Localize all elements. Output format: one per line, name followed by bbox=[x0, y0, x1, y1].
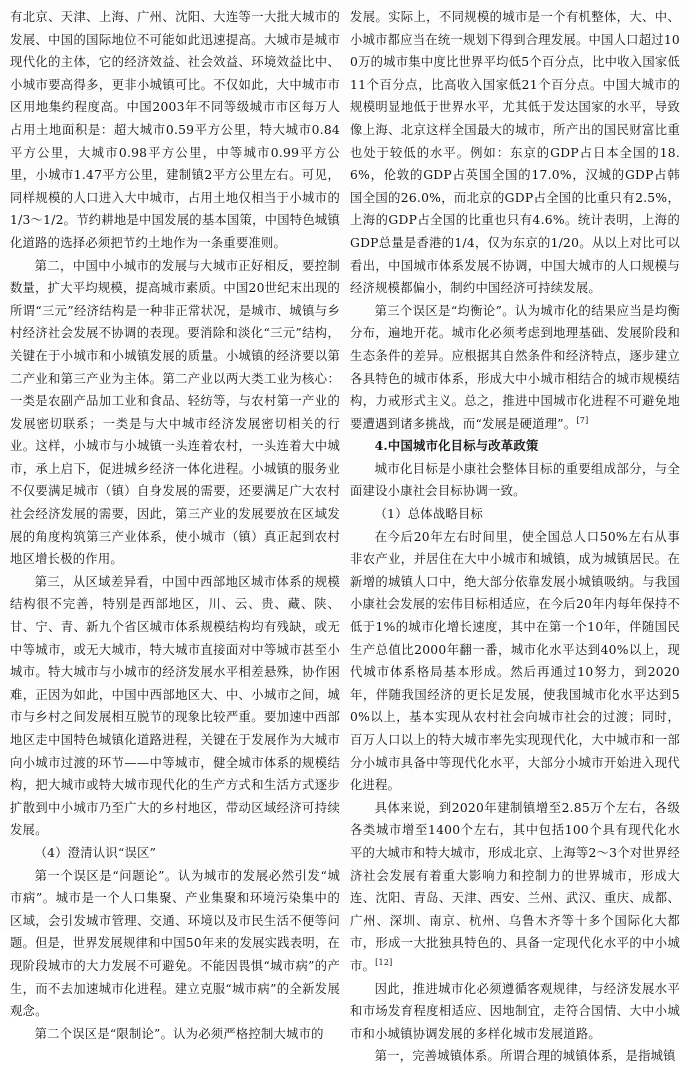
section-heading: 4.中国城市化目标与改革政策 bbox=[374, 438, 539, 454]
paragraph: 发展。实际上，不同规模的城市是一个有机整体，大、中、小城市都应当在统一规划下得到合理发展。中国人口超过100万的城市集中度比世界平均低5个百分点，比中收入国家低11个百分点，比高收入国家低21个百分点。中国大城市的规模明显地低于世界水平，尤其低于发达国家的水平，导致像上海、北京这样全国最大的城市，所产出的国民财富比重也处于较低的水平。例如：东京的GDP占日本全国的18.6%，伦敦的GDP占英国全国的17.0%，汉城的GDP占韩国全国的26.0%，而北京的GDP占全国的比重只有2.5%，上海的GDP占全国的比重也只有4.6%。统计表明，上海的GDP总量是香港的1/4，仅为东京的1/20。从以上对比可以看出，中国城市体系发展不协调，中国大城市的人口规模与经济规模都偏小，制约中国经济可持续发展。 bbox=[350, 10, 680, 296]
paragraph: 第一，完善城镇体系。所谓合理的城镇体系，是指城镇 bbox=[374, 1049, 676, 1064]
paragraph-text: 第三个误区是“均衡论”。认为城市化的结果应当是均衡分布，遍地开花。城市化必须考虑到地理基础、发展阶段和生态条件的差异。应根据其自然条件和经济特点，逐步建立各具特色的城市体系，形成大中小城市相结合的城市规模结构，力戒形式主义。总之，推进中国城市化进程不可避免地要遭遇到诸多挑战，而“发展是硬道理”。 bbox=[350, 303, 680, 431]
left-column bbox=[10, 6, 340, 1041]
paragraph bbox=[350, 797, 680, 978]
paragraph: 在今后20年左右时间里，使全国总人口50%左右从事非农产业，并居住在大中小城市和城镇，成为城镇居民。在新增的城镇人口中，绝大部分依靠发展小城镇吸纳。与我国小康社会发展的宏伟目标相适应，在今后20年内每年保持不低于1%的城市化增长速度，其中在第一个10年，伴随国民生产总值比2000年翻一番，城市化水平达到40%以上，现代城市体系格局基本形成。然后再通过10努力，到2020年，伴随我国经济的更长足发展，使我国城市化水平达到50%以上，基本实现从农村社会向城市社会的过渡；同时，百万人口以上的特大城市率先实现现代化，大中城市和一部分小城市具备中等现代化水平，大部分小城市开始进入现代化进程。 bbox=[350, 529, 680, 793]
section-subheading: （4）澄清认识“误区” bbox=[34, 845, 157, 860]
paragraph: 因此，推进城市化必须遵循客观规律，与经济发展水平和市场发育程度相适应、因地制宜，走符合国情、大中小城市和小城镇协调发展的多样化城市发展道路。 bbox=[350, 981, 680, 1041]
section-subheading: （1）总体战略目标 bbox=[374, 507, 484, 522]
citation-ref: [7] bbox=[576, 415, 589, 425]
right-column bbox=[350, 6, 680, 1064]
paragraph: 有北京、天津、上海、广州、沈阳、大连等一大批大城市的发展、中国的国际地位不可能如此迅速提高。大城市是城市现代化的主体，它的经济效益、社会效益、环境效益比中、小城市要高得多，更非小城镇可比。不仅如此，大中城市市区用地集约程度高。中国2003年不同等级城市市区每万人占用土地面积是：超大城市0.59平方公里，特大城市0.84平方公里，大城市0.98平方公里，中等城市0.99平方公里，小城市1.47平方公里，建制镇2平方公里左右。可见，同样规模的人口进入大中城市，占用土地仅相当于小城市的1/3～1/2。节约耕地是中国发展的基本国策，中国特色城镇化道路的选择必须把节约土地作为一条重要准则。 bbox=[10, 10, 340, 250]
paragraph: 第一个误区是“问题论”。认为城市的发展必然引发“城市病”。城市是一个人口集聚、产业集聚和环境污染集中的区域，会引发城市管理、交通、环境以及市民生活不便等问题。但是，世界发展规律和中国50年来的发展实践表明，在现阶段城市的大力发展不可避免。不能因畏惧“城市病”的产生，而不去加速城市化进程。建立克服“城市病”的全新发展观念。 bbox=[10, 868, 340, 1019]
paragraph bbox=[350, 300, 680, 436]
paragraph: 第二，中国中小城市的发展与大城市正好相反，要控制数量，扩大平均规模，提高城市素质。中国20世纪末出现的所谓“三元”经济结构是一种非正常状况，是城市、城镇与乡村经济社会发展不协调的表现。要消除和淡化“三元”结构，关键在于小城市和小城镇发展的质量。小城镇的经济要以第二产业和第三产业为主体。第二产业以两大类工业为核心：一类是农副产品加工业和食品、轻纺等，与农村第一产业的发展密切联系；一类是与大中城市经济发展密切相关的行业。这样，小城市与小城镇一头连着农村，一头连着大中城市，承上启下，促进城乡经济一体化进程。小城镇的服务业不仅要满足城市（镇）自身发展的需要，还要满足广大农村社会经济发展的需要，因此，第三产业的发展要放在区域发展的角度构筑第三产业体系，使小城市（镇）真正起到农村地区增长极的作用。 bbox=[10, 258, 340, 567]
paragraph: 第二个误区是“限制论”。认为必须严格控制大城市的 bbox=[34, 1026, 324, 1041]
paragraph-text: 具体来说，到2020年建制镇增至2.85万个左右，各级各类城市增至1400个左右，其中包括100个具有现代化水平的大城市和特大城市，形成北京、上海等2～3个对世界经济社会发展有着重大影响力和控制力的世界城市，形成大连、沈阳、青岛、天津、西安、兰州、武汉、重庆、成都、广州、深圳、南京、杭州、乌鲁木齐等十多个国际化大都市，形成一大批独具特色的、具备一定现代化水平的中小城市。 bbox=[350, 800, 680, 973]
paragraph: 城市化目标是小康社会整体目标的重要组成部分，与全面建设小康社会目标协调一致。 bbox=[350, 461, 680, 499]
citation-ref: [12] bbox=[375, 957, 393, 967]
paragraph: 第三，从区域差异看，中国中西部地区城市体系的规模结构很不完善，特别是西部地区，川、云、贵、藏、陕、甘、宁、青、新九个省区城市体系规模结构均有残缺，或无中等城市，或无大城市，特大城市直接面对中等城市甚至小城市。特大城市与小城市的经济发展水平相差悬殊，协作困难，正因为如此，中国中西部地区大、中、小城市之间，城市与乡村之间发展相互脱节的现象比较严重。要加速中西部地区走中国特色城镇化道路进程，关键在于发展作为大城市向小城市过渡的环节——中等城市，健全城市体系的规模结构，把大城市或特大城市现代化的生产方式和生活方式逐步扩散到中小城市乃至广大的乡村地区，带动区域经济可持续发展。 bbox=[10, 574, 340, 838]
